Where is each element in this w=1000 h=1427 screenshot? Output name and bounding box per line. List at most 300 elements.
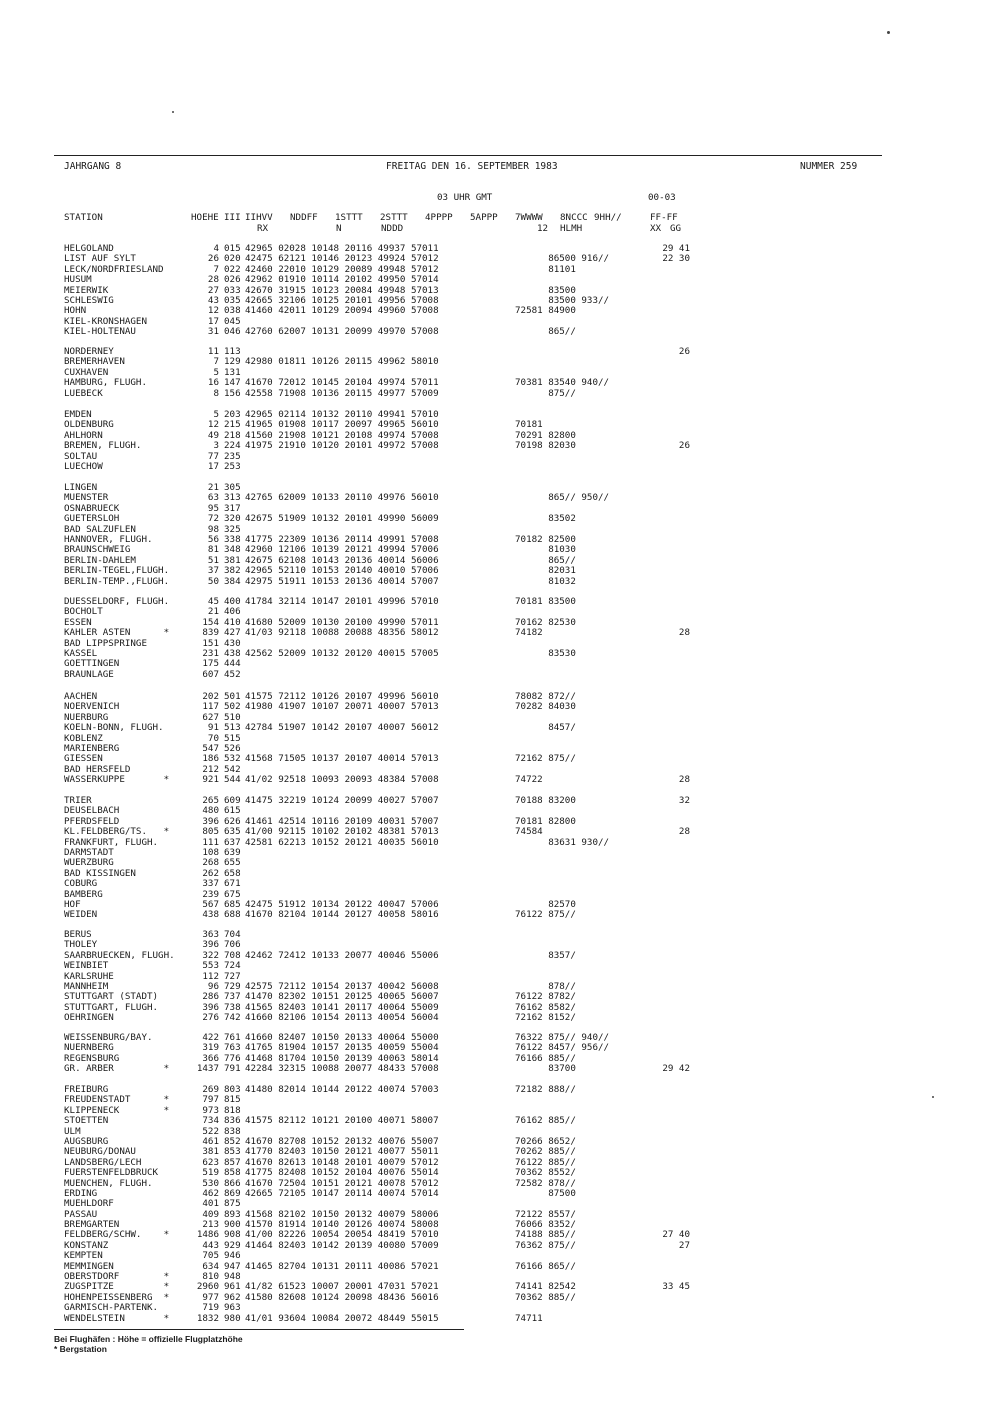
- station-index: 526: [224, 742, 241, 754]
- synop-groups: 42475 62121 10146 20123 49924 57012: [245, 253, 439, 265]
- station-name: FRANKFURT, FLUGH.: [64, 836, 159, 848]
- station-name: DEUSELBACH: [64, 805, 120, 817]
- station-index: 761: [224, 1032, 241, 1043]
- wind-gusts: 28: [678, 627, 690, 639]
- station-name: LECK/NORDFRIESLAND: [64, 263, 164, 275]
- synop-groups: 42581 62213 10152 20121 40035 56010: [245, 836, 439, 848]
- station-name: KL.FELDBERG/TS. *: [64, 826, 170, 838]
- synop-groups: 41670 82708 10152 20132 40076 55007: [245, 1135, 439, 1147]
- col-12: 12: [537, 223, 549, 234]
- station-index: 325: [224, 523, 241, 535]
- station-name: OEHRINGEN: [64, 1012, 114, 1024]
- station-index: 410: [224, 616, 241, 628]
- station-name: PASSAU: [64, 1208, 98, 1220]
- station-height: 49: [207, 429, 219, 441]
- station-name: BERLIN-DAHLEM: [64, 554, 136, 566]
- station-index: 129: [224, 356, 241, 368]
- weather-groups: 82570: [515, 898, 576, 910]
- station-height: 12: [207, 419, 219, 431]
- synop-groups: 42575 72112 10154 20137 40042 56008: [245, 980, 439, 992]
- col-nddd: NDDD: [381, 223, 404, 234]
- station-height: 28: [207, 274, 219, 286]
- station-index: 791: [224, 1063, 241, 1075]
- station-index: 313: [224, 492, 241, 504]
- station-name: PFERDSFELD: [64, 815, 120, 827]
- station-index: 215: [224, 419, 241, 431]
- weather-groups: 74722: [515, 774, 543, 786]
- station-height: 2960: [196, 1281, 219, 1293]
- weather-groups: 83700: [515, 1063, 576, 1075]
- station-name: ERDING: [64, 1187, 98, 1199]
- footnote-mountain: * Bergstation: [54, 1344, 107, 1354]
- col-4pppp: 4PPPP: [425, 212, 453, 223]
- station-height: 401: [202, 1198, 219, 1210]
- weather-groups: 875//: [515, 387, 576, 399]
- wind-gusts: 26: [678, 440, 690, 452]
- station-name: BAD SALZUFLEN: [64, 523, 136, 535]
- station-height: 239: [202, 888, 219, 900]
- date-label: FREITAG DEN 16. SEPTEMBER 1983: [386, 161, 558, 172]
- station-name: LANDSBERG/LECH: [64, 1156, 142, 1168]
- station-height: 396: [202, 1001, 219, 1013]
- station-index: 737: [224, 991, 241, 1003]
- station-height: 1437: [196, 1063, 219, 1075]
- station-height: 530: [202, 1177, 219, 1189]
- synop-groups: 41775 82408 10152 20104 40076 55014: [245, 1167, 439, 1179]
- station-height: 45: [207, 596, 219, 607]
- station-index: 532: [224, 753, 241, 765]
- station-height: 43: [207, 294, 219, 306]
- station-height: 366: [202, 1052, 219, 1064]
- station-name: REGENSBURG: [64, 1052, 120, 1064]
- col-7wwww: 7WWWW: [515, 212, 543, 223]
- station-index: 963: [224, 1302, 241, 1314]
- synop-groups: 41475 32219 10124 20099 40027 57007: [245, 795, 439, 806]
- scan-speck: [887, 31, 890, 34]
- synop-groups: 41565 82403 10141 20117 40064 55009: [245, 1001, 439, 1013]
- synop-groups: 41575 72112 10126 20107 49996 56010: [245, 691, 439, 702]
- weather-groups: 76122 8457/ 956//: [515, 1042, 610, 1054]
- footnote-airports: Bei Flughäfen : Höhe = offizielle Flugplatzhöhe: [54, 1334, 243, 1344]
- station-height: 567: [202, 898, 219, 910]
- synop-groups: 42960 12106 10139 20121 49994 57006: [245, 544, 439, 556]
- wind-gusts: 33 45: [662, 1281, 690, 1293]
- station-height: 719: [202, 1302, 219, 1314]
- station-index: 836: [224, 1115, 241, 1127]
- synop-groups: 41/03 92118 10088 20088 48356 58012: [245, 627, 439, 639]
- station-height: 96: [207, 980, 219, 992]
- station-name: HOHN: [64, 305, 87, 317]
- synop-groups: 41470 82302 10151 20125 40065 56007: [245, 991, 439, 1003]
- station-index: 961: [224, 1281, 241, 1293]
- weather-groups: 74141 82542: [515, 1281, 576, 1293]
- station-height: 63: [207, 492, 219, 504]
- station-index: 147: [224, 377, 241, 389]
- station-height: 11: [207, 346, 219, 357]
- col-8nccc: 8NCCC: [560, 212, 588, 223]
- synop-groups: 42675 51909 10132 20101 49990 56009: [245, 513, 439, 525]
- station-index: 502: [224, 701, 241, 713]
- station-name: AHLHORN: [64, 429, 103, 441]
- weather-groups: 70181 83500: [515, 596, 576, 607]
- station-name: ULM: [64, 1125, 81, 1137]
- synop-groups: 42760 62007 10131 20099 49970 57008: [245, 326, 439, 338]
- station-name: NORDERNEY: [64, 346, 114, 357]
- station-name: KOELN-BONN, FLUGH.: [64, 722, 164, 734]
- weather-groups: 81030: [515, 544, 576, 556]
- weather-groups: 70182 82500: [515, 533, 576, 545]
- station-index: 020: [224, 253, 241, 265]
- station-name: KIEL-HOLTENAU: [64, 326, 136, 338]
- station-height: 396: [202, 939, 219, 951]
- station-name: STOETTEN: [64, 1115, 109, 1127]
- station-name: THOLEY: [64, 939, 98, 951]
- station-index: 218: [224, 429, 241, 441]
- wind-gusts: 28: [678, 826, 690, 838]
- station-height: 797: [202, 1094, 219, 1106]
- station-height: 108: [202, 846, 219, 858]
- wind-gusts: 27 40: [662, 1229, 690, 1241]
- station-height: 422: [202, 1032, 219, 1043]
- station-index: 382: [224, 565, 241, 577]
- station-index: 384: [224, 575, 241, 587]
- station-index: 501: [224, 691, 241, 702]
- station-name: WENDELSTEIN *: [64, 1312, 170, 1324]
- station-height: 1486: [196, 1229, 219, 1241]
- station-name: BREMEN, FLUGH.: [64, 440, 142, 452]
- station-name: MEIERWIK: [64, 284, 109, 296]
- station-name: KIEL-KRONSHAGEN: [64, 315, 147, 327]
- station-name: SCHLESWIG: [64, 294, 114, 306]
- station-name: HELGOLAND: [64, 243, 114, 254]
- station-index: 946: [224, 1250, 241, 1262]
- station-name: MANNHEIM: [64, 980, 109, 992]
- station-height: 519: [202, 1167, 219, 1179]
- scan-speck: [172, 111, 174, 113]
- station-height: 70: [207, 732, 219, 744]
- station-name: NEUBURG/DONAU: [64, 1146, 136, 1158]
- station-index: 869: [224, 1187, 241, 1199]
- synop-groups: 41670 82613 10148 20101 40079 57012: [245, 1156, 439, 1168]
- station-name: LIST AUF SYLT: [64, 253, 136, 265]
- weather-groups: 70162 82530: [515, 616, 576, 628]
- station-height: 154: [202, 616, 219, 628]
- station-height: 607: [202, 668, 219, 680]
- station-height: 322: [202, 949, 219, 961]
- station-name: GUETERSLOH: [64, 513, 120, 525]
- station-height: 805: [202, 826, 219, 838]
- station-height: 438: [202, 909, 219, 921]
- station-height: 409: [202, 1208, 219, 1220]
- station-height: 7: [213, 356, 219, 368]
- col-xx: XX: [650, 223, 662, 234]
- station-index: 655: [224, 857, 241, 869]
- station-name: GR. ARBER *: [64, 1063, 170, 1075]
- station-index: 962: [224, 1291, 241, 1303]
- station-index: 038: [224, 305, 241, 317]
- station-name: MUENSTER: [64, 492, 109, 504]
- station-height: 50: [207, 575, 219, 587]
- station-height: 286: [202, 991, 219, 1003]
- weather-groups: 70381 83540 940//: [515, 377, 610, 389]
- station-height: 977: [202, 1291, 219, 1303]
- station-name: HOHENPEISSENBERG *: [64, 1291, 170, 1303]
- weather-groups: 72162 875//: [515, 753, 576, 765]
- station-name: KARLSRUHE: [64, 970, 114, 982]
- weather-groups: 74188 885//: [515, 1229, 576, 1241]
- weather-groups: 72582 878//: [515, 1177, 576, 1189]
- station-name: STUTTGART (STADT): [64, 991, 159, 1003]
- weather-groups: 83502: [515, 513, 576, 525]
- station-height: 91: [207, 722, 219, 734]
- station-name: KLIPPENECK *: [64, 1104, 170, 1116]
- station-name: LINGEN: [64, 482, 98, 493]
- synop-groups: 41560 21908 10121 20108 49974 57008: [245, 429, 439, 441]
- wind-gusts: 22 30: [662, 253, 690, 265]
- weather-groups: 76362 875//: [515, 1239, 576, 1251]
- weather-groups: 8357/: [515, 949, 576, 961]
- station-name: KAHLER ASTEN *: [64, 627, 170, 639]
- station-name: KOBLENZ: [64, 732, 103, 744]
- station-name: GOETTINGEN: [64, 658, 120, 670]
- station-height: 186: [202, 753, 219, 765]
- station-name: WASSERKUPPE *: [64, 774, 170, 786]
- weather-groups: 76066 8352/: [515, 1219, 576, 1231]
- station-name: FREIBURG: [64, 1084, 109, 1095]
- station-index: 852: [224, 1135, 241, 1147]
- station-height: 26: [207, 253, 219, 265]
- station-height: 17: [207, 315, 219, 327]
- station-name: LUEBECK: [64, 387, 103, 399]
- weather-groups: 865// 950//: [515, 492, 610, 504]
- wind-gusts: 32: [678, 795, 690, 806]
- station-height: 3: [213, 440, 219, 452]
- station-index: 452: [224, 668, 241, 680]
- station-height: 202: [202, 691, 219, 702]
- station-index: 320: [224, 513, 241, 525]
- weather-groups: 76122 8782/: [515, 991, 576, 1003]
- synop-groups: 41568 82102 10150 20132 40079 58006: [245, 1208, 439, 1220]
- station-index: 513: [224, 722, 241, 734]
- col-n: N: [336, 223, 342, 234]
- weather-groups: 70198 82030: [515, 440, 576, 452]
- station-name: NUERBURG: [64, 711, 109, 723]
- col-9hh: 9HH//: [594, 212, 622, 223]
- station-index: 427: [224, 627, 241, 639]
- synop-groups: 42980 01811 10126 20115 49962 58010: [245, 356, 439, 368]
- station-height: 37: [207, 565, 219, 577]
- station-name: COBURG: [64, 878, 98, 890]
- weather-groups: 72182 888//: [515, 1084, 576, 1095]
- station-index: 515: [224, 732, 241, 744]
- station-name: OSNABRUECK: [64, 502, 120, 514]
- weather-groups: 70266 8652/: [515, 1135, 576, 1147]
- station-index: 908: [224, 1229, 241, 1241]
- station-name: GIESSEN: [64, 753, 103, 765]
- weather-groups: 76122 875//: [515, 909, 576, 921]
- station-index: 224: [224, 440, 241, 452]
- col-hoehe: HOEHE: [191, 212, 219, 223]
- station-name: HOF: [64, 898, 81, 910]
- page-header: [54, 155, 882, 178]
- station-height: 231: [202, 647, 219, 659]
- station-name: MUEHLDORF: [64, 1198, 114, 1210]
- station-name: ESSEN: [64, 616, 92, 628]
- station-index: 626: [224, 815, 241, 827]
- station-height: 705: [202, 1250, 219, 1262]
- weather-groups: 70188 83200: [515, 795, 576, 806]
- weather-groups: 70362 885//: [515, 1291, 576, 1303]
- station-name: KEMPTEN: [64, 1250, 103, 1262]
- station-height: 51: [207, 554, 219, 566]
- col-gg: GG: [670, 223, 682, 234]
- station-index: 203: [224, 409, 241, 420]
- weather-groups: 83500: [515, 284, 576, 296]
- station-name: WEINBIET: [64, 960, 109, 972]
- station-name: SAARBRUECKEN, FLUGH.: [64, 949, 175, 961]
- station-name: SOLTAU: [64, 450, 98, 462]
- synop-groups: 41/02 92518 10093 20093 48384 57008: [245, 774, 439, 786]
- synop-groups: 41480 82014 10144 20122 40074 57003: [245, 1084, 439, 1095]
- synop-groups: 42965 52110 10153 20140 40010 57006: [245, 565, 439, 577]
- station-index: 615: [224, 805, 241, 817]
- station-index: 729: [224, 980, 241, 992]
- weather-groups: 76166 865//: [515, 1260, 576, 1272]
- weather-groups: 76162 885//: [515, 1115, 576, 1127]
- station-name: BAD LIPPSPRINGE: [64, 637, 147, 649]
- station-index: 305: [224, 482, 241, 493]
- station-index: 035: [224, 294, 241, 306]
- synop-groups: 41461 42514 10116 20109 40031 57007: [245, 815, 439, 827]
- col-station: STATION: [64, 212, 103, 223]
- station-name: BERLIN-TEGEL,FLUGH.: [64, 565, 170, 577]
- station-height: 973: [202, 1104, 219, 1116]
- station-height: 16: [207, 377, 219, 389]
- wind-gusts: 28: [678, 774, 690, 786]
- station-height: 77: [207, 450, 219, 462]
- synop-groups: 41/82 61523 10007 20001 47031 57021: [245, 1281, 439, 1293]
- station-height: 21: [207, 606, 219, 618]
- station-name: MARIENBERG: [64, 742, 120, 754]
- station-index: 046: [224, 326, 241, 338]
- weather-groups: 86500 916//: [515, 253, 610, 265]
- station-name: MUENCHEN, FLUGH.: [64, 1177, 153, 1189]
- synop-groups: 41965 01908 10117 20097 49965 56010: [245, 419, 439, 431]
- station-name: WUERZBURG: [64, 857, 114, 869]
- station-name: MEMMINGEN: [64, 1260, 114, 1272]
- station-height: 381: [202, 1146, 219, 1158]
- station-height: 734: [202, 1115, 219, 1127]
- observation-time: 03 UHR GMT: [437, 192, 493, 203]
- col-2sttt: 2STTT: [380, 212, 408, 223]
- col-iii: III: [224, 212, 241, 223]
- station-height: 396: [202, 815, 219, 827]
- station-height: 95: [207, 502, 219, 514]
- station-index: 400: [224, 596, 241, 607]
- station-height: 212: [202, 763, 219, 775]
- station-name: HANNOVER, FLUGH.: [64, 533, 153, 545]
- weather-groups: 81101: [515, 263, 576, 275]
- footnotes: [54, 1334, 243, 1354]
- station-index: 688: [224, 909, 241, 921]
- station-index: 900: [224, 1219, 241, 1231]
- wind-gusts: 27: [678, 1239, 690, 1251]
- weather-groups: 865//: [515, 326, 576, 338]
- station-index: 947: [224, 1260, 241, 1272]
- station-height: 72: [207, 513, 219, 525]
- station-name: BAMBERG: [64, 888, 103, 900]
- station-height: 623: [202, 1156, 219, 1168]
- synop-groups: 41775 22309 10136 20114 49991 57008: [245, 533, 439, 545]
- station-height: 1832: [196, 1312, 219, 1324]
- station-name: FELDBERG/SCHW. *: [64, 1229, 170, 1241]
- station-name: BERUS: [64, 929, 92, 940]
- station-name: STUTTGART, FLUGH.: [64, 1001, 159, 1013]
- synop-groups: 42965 02028 10148 20116 49937 57011: [245, 243, 439, 254]
- station-index: 838: [224, 1125, 241, 1137]
- synop-groups: 42558 71908 10136 20115 49977 57009: [245, 387, 439, 399]
- synop-groups: 41/01 93604 10084 20072 48449 55015: [245, 1312, 439, 1324]
- synop-groups: 41670 72504 10151 20121 40078 57012: [245, 1177, 439, 1189]
- station-index: 685: [224, 898, 241, 910]
- station-index: 544: [224, 774, 241, 786]
- station-index: 131: [224, 366, 241, 378]
- station-height: 269: [202, 1084, 219, 1095]
- station-height: 547: [202, 742, 219, 754]
- station-height: 17: [207, 460, 219, 472]
- station-index: 033: [224, 284, 241, 296]
- station-height: 175: [202, 658, 219, 670]
- station-index: 338: [224, 533, 241, 545]
- weather-groups: 70291 82800: [515, 429, 576, 441]
- station-height: 337: [202, 878, 219, 890]
- station-index: 015: [224, 243, 241, 254]
- synop-groups: 42665 72105 10147 20114 40074 57014: [245, 1187, 439, 1199]
- station-index: 235: [224, 450, 241, 462]
- weather-groups: 70181 82800: [515, 815, 576, 827]
- station-index: 742: [224, 1012, 241, 1024]
- station-name: KONSTANZ: [64, 1239, 109, 1251]
- station-name: EMDEN: [64, 409, 92, 420]
- station-height: 921: [202, 774, 219, 786]
- station-name: FREUDENSTADT *: [64, 1094, 170, 1106]
- synop-groups: 41660 82407 10150 20133 40064 55000: [245, 1032, 439, 1043]
- synop-groups: 42975 51911 10153 20136 40014 57007: [245, 575, 439, 587]
- station-index: 727: [224, 970, 241, 982]
- col-nddff: NDDFF: [290, 212, 318, 223]
- weather-groups: 865//: [515, 554, 576, 566]
- weather-groups: 82031: [515, 565, 576, 577]
- station-name: HUSUM: [64, 274, 92, 286]
- synop-groups: 42675 62108 10143 20136 40014 56006: [245, 554, 439, 566]
- station-name: BREMGARTEN: [64, 1219, 120, 1231]
- station-height: 363: [202, 929, 219, 940]
- station-index: 026: [224, 274, 241, 286]
- station-name: KASSEL: [64, 647, 98, 659]
- weather-groups: 83530: [515, 647, 576, 659]
- station-index: 542: [224, 763, 241, 775]
- synop-groups: 41784 32114 10147 20101 49996 57010: [245, 596, 439, 607]
- station-index: 803: [224, 1084, 241, 1095]
- issue-number: NUMMER 259: [800, 161, 858, 172]
- weather-groups: 70181: [515, 419, 543, 431]
- station-index: 815: [224, 1094, 241, 1106]
- station-index: 430: [224, 637, 241, 649]
- scan-speck: [932, 1096, 934, 1098]
- synop-groups: 41580 82608 10124 20098 48436 56016: [245, 1291, 439, 1303]
- col-5appp: 5APPP: [470, 212, 498, 223]
- synop-groups: 41680 52009 10130 20100 49990 57011: [245, 616, 439, 628]
